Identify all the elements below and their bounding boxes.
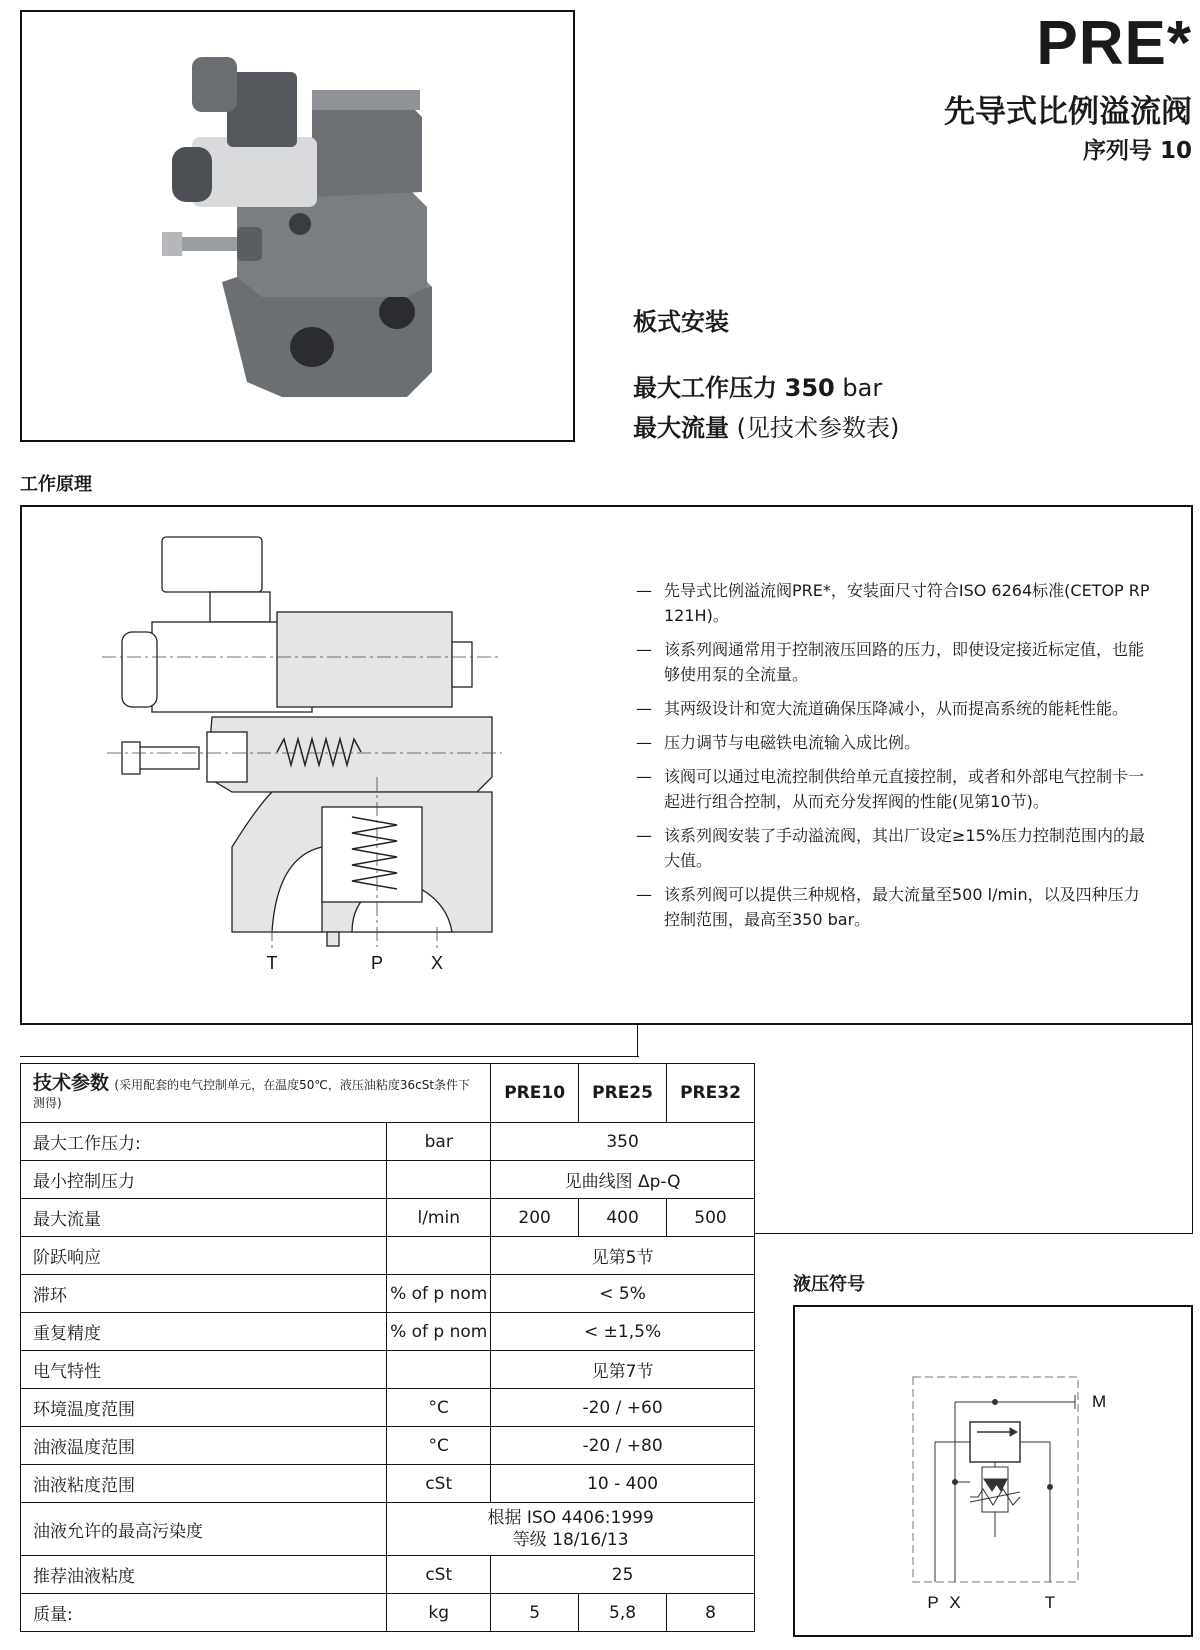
- table-row: [21, 1199, 755, 1237]
- list-item: — 其两级设计和宽大流道确保压降减小，从而提高系统的能耗性能。: [636, 696, 1151, 721]
- symbol-label-x: X: [949, 1593, 961, 1612]
- row-label: 油液温度范围: [21, 1427, 387, 1465]
- row-label: 质量:: [21, 1594, 387, 1632]
- hydraulic-symbol-frame: [793, 1305, 1193, 1637]
- row-label: 滞环: [21, 1275, 387, 1313]
- row-value: 8: [667, 1594, 755, 1632]
- spec-title: 技术参数: [33, 1071, 110, 1094]
- valve-photo: [22, 12, 573, 440]
- table-row: [21, 1275, 755, 1313]
- product-photo-frame: [20, 10, 575, 442]
- max-flow-note: (见技术参数表): [736, 414, 900, 442]
- valve-section-drawing: [22, 507, 622, 1023]
- list-item: — 该系列阀安装了手动溢流阀，其出厂设定≥15%压力控制范围内的最大值。: [636, 823, 1151, 873]
- row-value: 200: [491, 1199, 579, 1237]
- row-value: 5,8: [579, 1594, 667, 1632]
- table-row: [21, 1594, 755, 1632]
- row-value: 见曲线图 Δp-Q: [491, 1161, 755, 1199]
- table-row: [21, 1556, 755, 1594]
- row-unit: cSt: [387, 1465, 491, 1503]
- row-value: 见第7节: [491, 1351, 755, 1389]
- hydraulic-symbol: [795, 1307, 1191, 1635]
- row-value: 5: [491, 1594, 579, 1632]
- row-unit: kg: [387, 1594, 491, 1632]
- row-label: 最大工作压力:: [21, 1123, 387, 1161]
- principle-heading: 工作原理: [20, 474, 92, 495]
- spec-title-cell: [21, 1064, 491, 1123]
- row-unit: [387, 1237, 491, 1275]
- max-pressure-value: 350: [784, 374, 835, 402]
- divider: [1192, 1024, 1193, 1234]
- row-label: 推荐油液粘度: [21, 1556, 387, 1594]
- row-label: 油液允许的最高污染度: [21, 1503, 387, 1556]
- list-item: — 该阀可以通过电流控制供给单元直接控制，或者和外部电气控制卡一起进行组合控制，从而充分发挥阀的性能(见第10节)。: [636, 764, 1151, 814]
- row-value-line: 等级 18/16/13: [512, 1530, 629, 1550]
- row-unit: [387, 1161, 491, 1199]
- max-pressure: [633, 368, 882, 403]
- model-header: PRE10: [491, 1064, 579, 1123]
- row-label: 最小控制压力: [21, 1161, 387, 1199]
- port-label-t: T: [266, 953, 278, 973]
- table-header-row: [21, 1064, 755, 1123]
- symbol-heading: 液压符号: [793, 1274, 865, 1295]
- list-item: — 先导式比例溢流阀PRE*，安装面尺寸符合ISO 6264标准(CETOP RP 121H)。: [636, 578, 1151, 628]
- row-unit: [387, 1351, 491, 1389]
- row-value: 400: [579, 1199, 667, 1237]
- row-label: 环境温度范围: [21, 1389, 387, 1427]
- row-label: 电气特性: [21, 1351, 387, 1389]
- row-unit: % of p nom: [387, 1313, 491, 1351]
- divider: [20, 1056, 639, 1057]
- row-label: 最大流量: [21, 1199, 387, 1237]
- table-row: [21, 1161, 755, 1199]
- row-unit: °C: [387, 1389, 491, 1427]
- model-header: PRE25: [579, 1064, 667, 1123]
- row-value: 10 - 400: [491, 1465, 755, 1503]
- row-value: 25: [491, 1556, 755, 1594]
- list-item: — 该系列阀通常用于控制液压回路的压力，即使设定接近标定值，也能够使用泵的全流量。: [636, 637, 1151, 687]
- row-unit: °C: [387, 1427, 491, 1465]
- product-code: PRE*: [1036, 9, 1192, 78]
- symbol-label-m: M: [1092, 1392, 1107, 1411]
- max-pressure-label: 最大工作压力: [633, 374, 777, 402]
- table-row: [21, 1351, 755, 1389]
- product-name: 先导式比例溢流阀: [944, 94, 1192, 130]
- divider: [754, 1233, 1192, 1234]
- port-label-x: X: [430, 953, 444, 973]
- model-header: PRE32: [667, 1064, 755, 1123]
- mounting-type: 板式安装: [633, 308, 729, 336]
- table-row: [21, 1389, 755, 1427]
- symbol-label-t: T: [1044, 1593, 1056, 1612]
- row-unit: cSt: [387, 1556, 491, 1594]
- max-flow: [633, 408, 899, 443]
- table-row: [21, 1465, 755, 1503]
- row-label: 重复精度: [21, 1313, 387, 1351]
- table-row: [21, 1123, 755, 1161]
- row-value: [387, 1503, 755, 1556]
- table-row: [21, 1237, 755, 1275]
- row-value: 500: [667, 1199, 755, 1237]
- table-row: [21, 1503, 755, 1556]
- table-row: [21, 1313, 755, 1351]
- row-label: 阶跃响应: [21, 1237, 387, 1275]
- max-pressure-unit: bar: [842, 374, 883, 402]
- product-series: 序列号 10: [1082, 138, 1192, 164]
- row-value: -20 / +80: [491, 1427, 755, 1465]
- table-row: [21, 1427, 755, 1465]
- row-value: -20 / +60: [491, 1389, 755, 1427]
- row-value: 350: [491, 1123, 755, 1161]
- list-item: — 该系列阀可以提供三种规格，最大流量至500 l/min，以及四种压力控制范围，最高至350 bar。: [636, 882, 1151, 932]
- list-item: — 压力调节与电磁铁电流输入成比例。: [636, 730, 1151, 755]
- row-unit: % of p nom: [387, 1275, 491, 1313]
- row-unit: bar: [387, 1123, 491, 1161]
- row-value: < ±1,5%: [491, 1313, 755, 1351]
- principle-bullet-list: [636, 578, 1151, 941]
- spec-title-note: (采用配套的电气控制单元，在温度50℃，液压油粘度36cSt条件下测得): [33, 1077, 471, 1110]
- port-label-p: P: [370, 953, 384, 973]
- spec-table: [20, 1063, 755, 1632]
- symbol-label-p: P: [927, 1593, 939, 1612]
- divider: [637, 1024, 638, 1057]
- row-label: 油液粘度范围: [21, 1465, 387, 1503]
- row-value-line: 根据 ISO 4406:1999: [487, 1508, 654, 1528]
- row-unit: l/min: [387, 1199, 491, 1237]
- row-value: 见第5节: [491, 1237, 755, 1275]
- row-value: < 5%: [491, 1275, 755, 1313]
- max-flow-label: 最大流量: [633, 414, 729, 442]
